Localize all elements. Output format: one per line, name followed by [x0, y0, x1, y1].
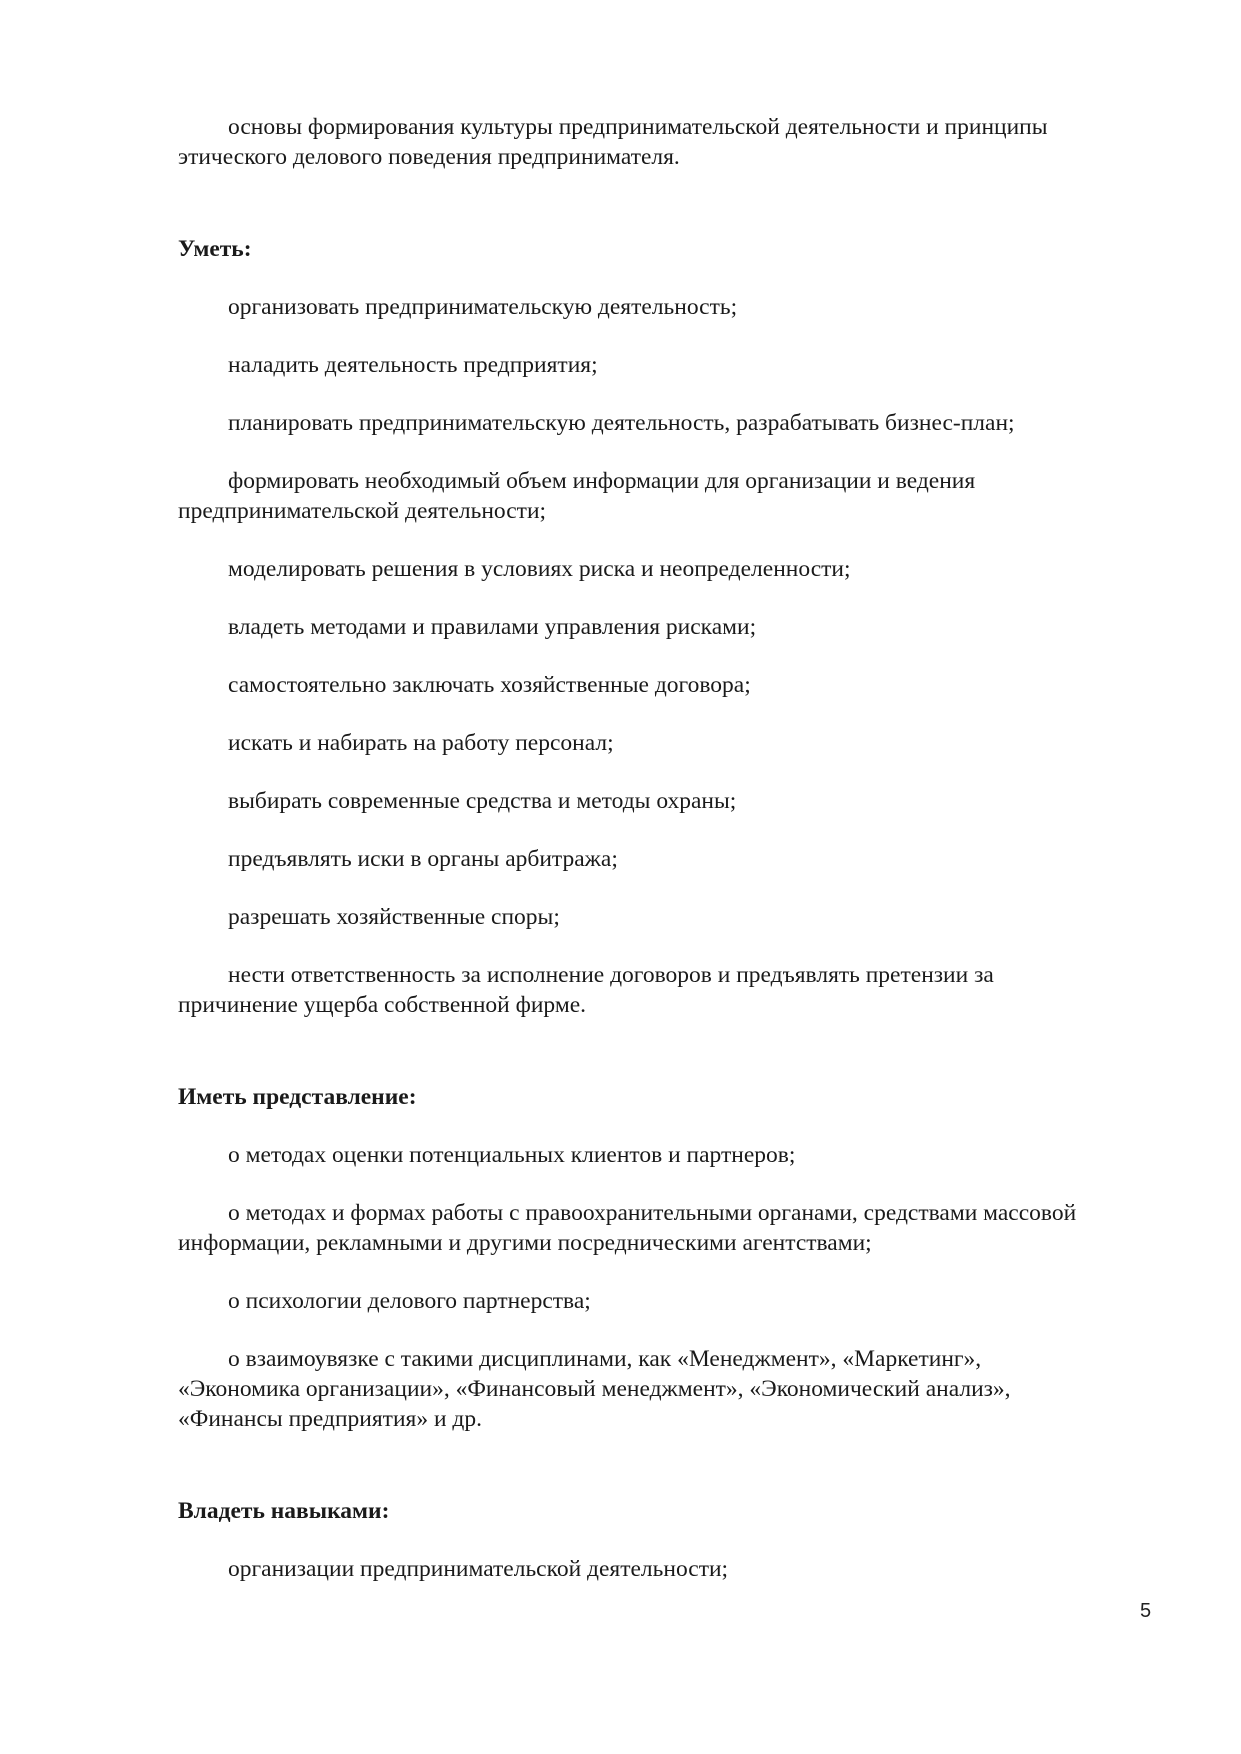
list-item: о методах оценки потенциальных клиентов и партнеров; [228, 1142, 796, 1168]
list-item: предъявлять иски в органы арбитража; [228, 846, 618, 872]
list-item: наладить деятельность предприятия; [228, 352, 598, 378]
list-item: искать и набирать на работу персонал; [228, 730, 614, 756]
page-number: 5 [1140, 1600, 1152, 1622]
section-heading: Владеть навыками: [178, 1498, 390, 1524]
list-item: владеть методами и правилами управления рисками; [228, 614, 757, 640]
section-heading: Уметь: [178, 236, 252, 262]
list-item: планировать предпринимательскую деятельность, разрабатывать бизнес-план; [228, 410, 1015, 436]
section-abilities [178, 1496, 1138, 1584]
list-item: организовать предпринимательскую деятельность; [228, 294, 738, 320]
list-item: формировать необходимый объем информации для организации и ведения предпринимательской деятельности; [178, 468, 976, 524]
list-item: моделировать решения в условиях риска и неопределенности; [228, 556, 851, 582]
list-item: организации предпринимательской деятельности; [228, 1556, 729, 1582]
intro-paragraph: основы формирования культуры предпринимательской деятельности и принципы этического делового поведения предпринимателя. [178, 114, 1048, 170]
section-understanding [178, 1082, 1138, 1434]
section-skills [178, 234, 1138, 1020]
list-item: выбирать современные средства и методы охраны; [228, 788, 737, 814]
page-content [178, 112, 1138, 1612]
list-item: самостоятельно заключать хозяйственные договора; [228, 672, 751, 698]
list-item: о методах и формах работы с правоохранительными органами, средствами массовой информации, рекламными и другими посредническими агентствами; [178, 1200, 1077, 1256]
section-heading: Иметь представление: [178, 1084, 417, 1110]
list-item: нести ответственность за исполнение договоров и предъявлять претензии за причинение ущерба собственной фирме. [178, 962, 994, 1018]
list-item: разрешать хозяйственные споры; [228, 904, 560, 930]
list-item: о психологии делового партнерства; [228, 1288, 591, 1314]
list-item: о взаимоувязке с такими дисциплинами, как «Менеджмент», «Маркетинг», «Экономика организации», «Финансовый менеджмент», «Экономический анализ», «Финансы предприятия» и др. [178, 1346, 1011, 1432]
